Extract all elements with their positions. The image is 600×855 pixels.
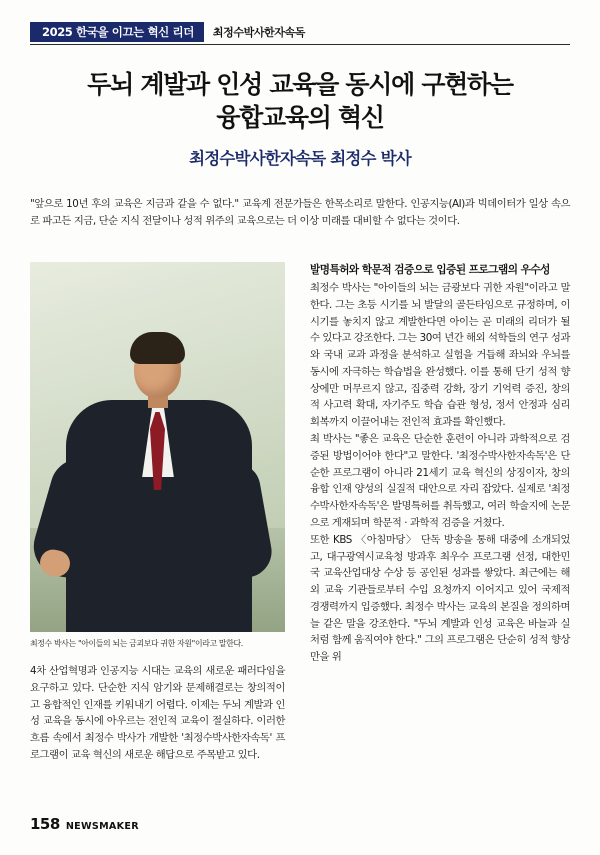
page-number: 158 [30, 815, 60, 833]
photo-hair [130, 332, 185, 364]
portrait-photo [30, 262, 285, 632]
page-subtitle: 최정수박사한자속독 최정수 박사 [189, 149, 411, 168]
right-column-paragraph-2: 최 박사는 "좋은 교육은 단순한 훈련이 아니라 과학적으로 검증된 방법이어야 한다"고 말한다. '최정수박사한자속독'은 단순한 프로그램이 아니라 21세기 교육 혁신의 상징이자, 창의융합 인재 양성의 실질적 대안으로 자리 잡았다. 실제로 '최정수박사한자속독'은 발명특허를 취득했고, 여러 학술지에 논문으로 게재되며 학문적 · 과학적 검증을 거쳤다. [310, 433, 570, 529]
right-column-paragraph-1: 최정수 박사는 "아이들의 뇌는 금광보다 귀한 자원"이라고 말한다. 그는 초등 시기를 뇌 발달의 골든타임으로 규정하며, 이 시기를 놓치지 않고 계발한다면 아이는 곧 미래의 리더가 될 수 있다고 강조한다. 그는 30여 년간 해외 석학들의 연구 성과와 국내 교과 과정을 분석하고 실험을 거듭해 좌뇌와 우뇌를 동시에 자극하는 학습법을 완성했다. 이를 통해 단기 성적 향상에만 머무르지 않고, 집중력 강화, 장기 기억력 증진, 창의적 사고력 확대, 자기주도 학습 습관 형성, 정서 안정과 심리 회복까지 이끌어내는 전인적 효과를 확인했다. [310, 282, 570, 429]
right-column-paragraph-3: 또한 KBS 〈아침마당〉 단독 방송을 통해 대중에 소개되었고, 대구광역시교육청 방과후 최우수 프로그램 선정, 대한민국 교육산업대상 수상 등 공인된 성과를 쌓았다. 최근에는 해외 교육 기관들로부터 수입 요청까지 이어지고 있어 국제적 경쟁력까지 입증했다. 최정수 박사는 교육의 본질을 정의하며 늘 같은 말을 강조한다. "두뇌 계발과 인성 교육은 바늘과 실처럼 함께 움직여야 한다." 그의 프로그램은 단순히 성적 향상만을 위 [310, 533, 570, 664]
lead-paragraph: "앞으로 10년 후의 교육은 지금과 같을 수 없다." 교육계 전문가들은 한목소리로 말한다. 인공지능(AI)과 빅데이터가 일상 속으로 파고든 지금, 단순 지식 전달이나 성적 위주의 교육으로는 더 이상 미래를 대비할 수 없다는 것이다. [30, 198, 570, 227]
title-block [30, 68, 570, 169]
right-column-text [310, 280, 570, 666]
header-band [30, 22, 570, 42]
left-column [30, 262, 285, 764]
page-title-line-1: 두뇌 계발과 인성 교육을 동시에 구현하는 [87, 70, 513, 99]
left-column-text [30, 663, 285, 764]
header-divider [30, 44, 570, 45]
page-footer [30, 815, 139, 833]
right-column [310, 262, 570, 666]
page-title-line-2: 융합교육의 혁신 [216, 103, 384, 132]
header-subtitle: 최정수박사한자속독 [212, 26, 305, 39]
left-column-paragraph: 4차 산업혁명과 인공지능 시대는 교육의 새로운 패러다임을 요구하고 있다. 단순한 지식 암기와 문제해결로는 창의적이고 융합적인 인재를 키워내기 어렵다. 이제는 두뇌 계발과 인성 교육을 동시에 아우르는 전인적 교육이 절실하다. 이러한 흐름 속에서 최정수 박사가 개발한 '최정수박사한자속독' 프로그램이 교육 혁신의 새로운 해답으로 주목받고 있다. [30, 665, 285, 761]
header-tag: 2025 한국을 이끄는 혁신 리더 [30, 22, 204, 42]
magazine-brand: NEWSMAKER [65, 821, 139, 832]
photo-caption: 최정수 박사는 "아이들의 뇌는 금괴보다 귀한 자원"이라고 말한다. [30, 639, 243, 648]
section-heading: 발명특허와 학문적 검증으로 입증된 프로그램의 우수성 [310, 264, 550, 276]
